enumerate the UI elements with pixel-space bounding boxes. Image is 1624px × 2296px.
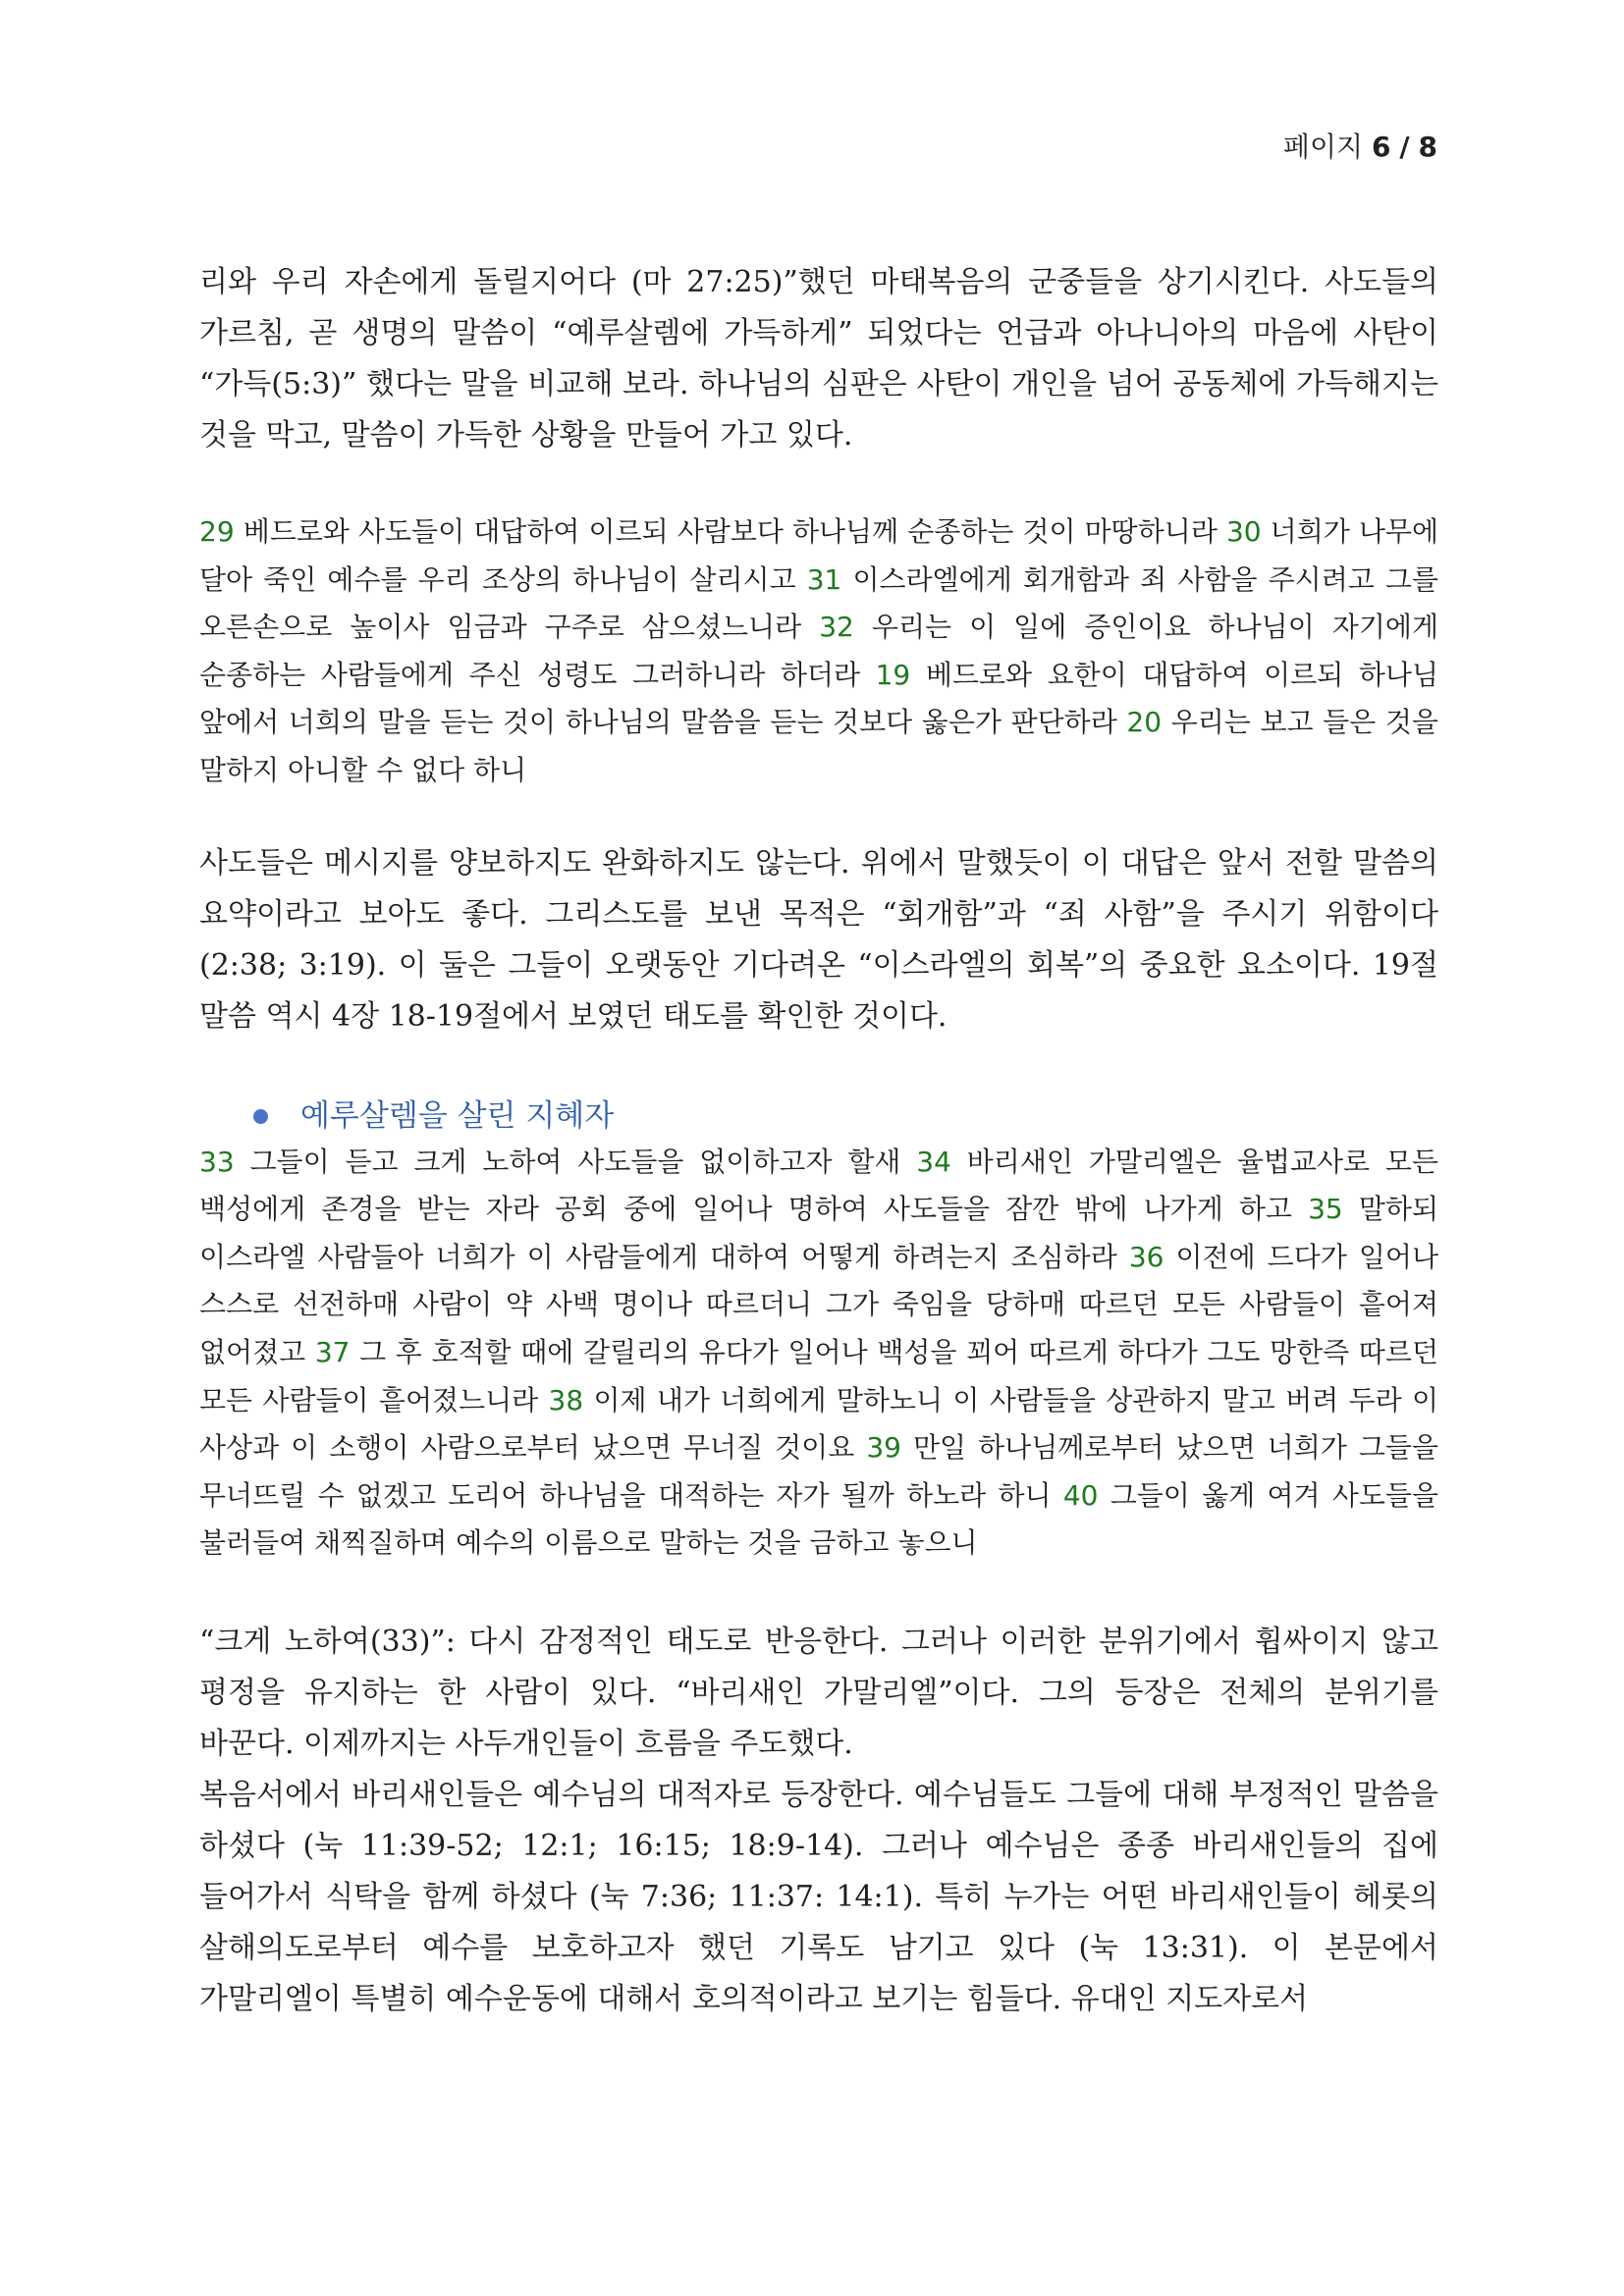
verse-text: 이제 내가 너희에게 말하노니 이 사람들을 상관하지 말고 버려 두라 이 사상과 이 소행이 사람으로부터 났으면 무너질 것이요: [199, 1383, 1438, 1465]
page-label: 페이지: [1282, 131, 1364, 163]
verse-text: 바리새인 가말리엘은 율법교사로 모든 백성에게 존경을 받는 자라 공회 중에 일어나 명하여 사도들을 잠깐 밖에 나가게 하고: [199, 1145, 1439, 1226]
verse-text: 그들이 듣고 크게 노하여 사도들을 없이하고자 할새: [234, 1145, 917, 1178]
verse-number: 33: [199, 1145, 235, 1178]
page-current: 6: [1371, 131, 1391, 163]
section-heading: [199, 1094, 1438, 1139]
verse-number: 39: [866, 1431, 901, 1465]
page-total: 8: [1418, 131, 1437, 163]
verse-number: 38: [548, 1383, 584, 1416]
verse-text: 우리는 이 일에 증인이요 하나님이 자기에게 순종하는 사람들에게 주신 성령도 그러하니라 하더라: [199, 611, 1438, 691]
verse-text: 그 후 호적할 때에 갈릴리의 유다가 일어나 백성을 꾀어 따르게 하다가 그도 망한즉 따르던 모든 사람들이 흩어졌느니라: [199, 1335, 1438, 1416]
verse-number: 30: [1225, 515, 1262, 548]
verse-text: 그들이 옳게 여겨 사도들을 불러들여 채찍질하며 예수의 이름으로 말하는 것을 금하고 놓으니: [199, 1478, 1438, 1560]
verse-text: 만일 하나님께로부터 났으면 너희가 그들을 무너뜨릴 수 없겠고 도리어 하나님을 대적하는 자가 될까 하노라 하니: [199, 1431, 1438, 1512]
page-separator: /: [1399, 131, 1410, 163]
verse-text: 우리는 보고 들은 것을 말하지 아니할 수 없다 하니: [199, 706, 1438, 786]
verse-number: 32: [819, 611, 854, 644]
bullet-icon: [253, 1109, 268, 1124]
verse-number: 34: [916, 1145, 951, 1178]
page-content: [199, 257, 1438, 2025]
verse-number: 40: [1062, 1478, 1099, 1512]
verse-text: 베드로와 사도들이 대답하여 이르되 사람보다 하나님께 순종하는 것이 마땅하니라: [234, 515, 1226, 548]
section-heading-text: 예루살렘을 살린 지혜자: [300, 1097, 615, 1134]
scripture-passage-1: [199, 508, 1438, 795]
verse-number: 31: [806, 562, 842, 596]
verse-text: 베드로와 요한이 대답하여 이르되 하나님 앞에서 너희의 말을 듣는 것이 하나님의 말씀을 듣는 것보다 옳은가 판단하라: [199, 658, 1438, 739]
verse-number: 35: [1308, 1193, 1343, 1226]
commentary-paragraph-3: “크게 노하여(33)”: 다시 감정적인 태도로 반응한다. 그러나 이러한 분위기에서 휩싸이지 않고 평정을 유지하는 한 사람이 있다. “바리새인 가말리엘”이다. 그의 등장은 전체의 분위기를 바꾼다. 이제까지는 사두개인들이 흐름을 주도했다.: [199, 1624, 1438, 1761]
scripture-passage-2: [199, 1139, 1438, 1568]
verse-text: 말하되 이스라엘 사람들아 너희가 이 사람들에게 대하여 어떻게 하려는지 조심하라: [199, 1193, 1439, 1273]
verse-text: 너희가 나무에 달아 죽인 예수를 우리 조상의 하나님이 살리시고: [199, 515, 1438, 596]
verse-number: 36: [1128, 1240, 1164, 1273]
verse-number: 20: [1126, 706, 1163, 739]
page-number-header: [1283, 126, 1437, 165]
commentary-paragraph-1: 리와 우리 자손에게 돌릴지어다 (마 27:25)”했던 마태복음의 군중들을 상기시킨다. 사도들의 가르침, 곧 생명의 말씀이 “예루살렘에 가득하게” 되었다는 언급과 아나니아의 마음에 사탄이 “가득(5:3)” 했다는 말을 비교해 보라. 하나님의 심판은 사탄이 개인을 넘어 공동체에 가득해지는 것을 막고, 말씀이 가득한 상황을 만들어 가고 있다.: [199, 265, 1438, 453]
verse-text: 이스라엘에게 회개함과 죄 사함을 주시려고 그를 오른손으로 높이사 임금과 구주로 삼으셨느니라: [199, 562, 1438, 644]
verse-text: 이전에 드다가 일어나 스스로 선전하매 사람이 약 사백 명이나 따르더니 그가 죽임을 당하매 따르던 모든 사람들이 흩어져 없어졌고: [199, 1240, 1438, 1368]
verse-number: 29: [199, 515, 235, 548]
verse-number: 19: [875, 658, 911, 691]
commentary-paragraph-2: 사도들은 메시지를 양보하지도 완화하지도 않는다. 위에서 말했듯이 이 대답은 앞서 전할 말씀의 요약이라고 보아도 좋다. 그리스도를 보낸 목적은 “회개함”과 “죄 사함”을 주시기 위함이다 (2:38; 3:19). 이 둘은 그들이 오랫동안 기다려온 “이스라엘의 회복”의 중요한 요소이다. 19절 말씀 역시 4장 18-19절에서 보였던 태도를 확인한 것이다.: [199, 845, 1438, 1034]
commentary-paragraph-4: 복음서에서 바리새인들은 예수님의 대적자로 등장한다. 예수님들도 그들에 대해 부정적인 말씀을 하셨다 (눅 11:39-52; 12:1; 16:15; 18:9-14). 그러나 예수님은 종종 바리새인들의 집에 들어가서 식탁을 함께 하셨다 (눅 7:36; 11:37: 14:1). 특히 누가는 어떤 바리새인들이 헤롯의 살해의도로부터 예수를 보호하고자 했던 기록도 남기고 있다 (눅 13:31). 이 본문에서 가말리엘이 특별히 예수운동에 대해서 호의적이라고 보기는 힘들다. 유대인 지도자로서: [199, 1777, 1438, 2016]
verse-number: 37: [314, 1335, 351, 1368]
